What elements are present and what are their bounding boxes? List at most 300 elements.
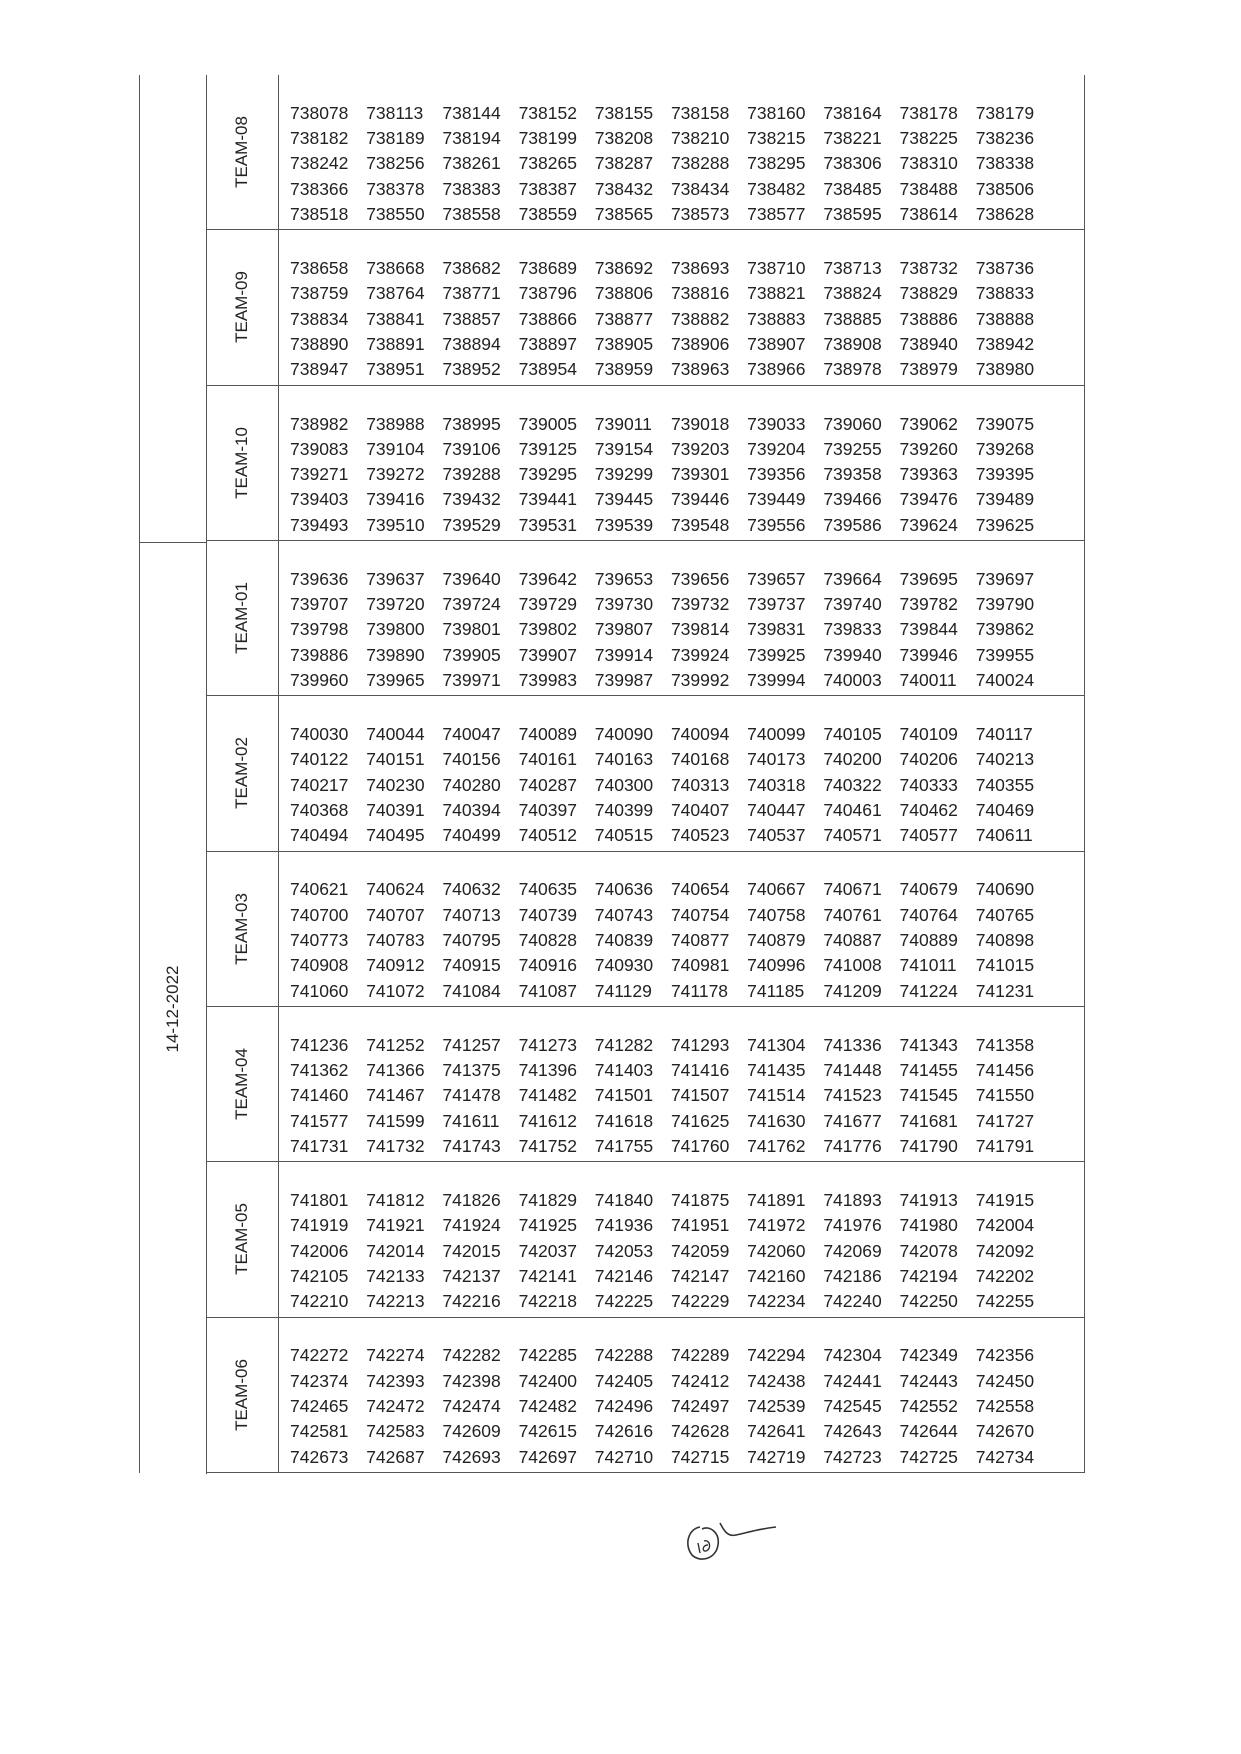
roll-number: 741416 bbox=[670, 1060, 730, 1081]
number-row bbox=[290, 1083, 1085, 1108]
roll-number: 738816 bbox=[670, 283, 730, 304]
roll-number: 742014 bbox=[366, 1240, 425, 1261]
roll-number: 742400 bbox=[518, 1370, 577, 1391]
team-block bbox=[206, 230, 1085, 385]
roll-number: 742349 bbox=[899, 1345, 958, 1366]
roll-number: 739299 bbox=[594, 464, 654, 485]
roll-number: 742288 bbox=[594, 1345, 654, 1366]
roll-number: 738954 bbox=[518, 359, 577, 380]
roll-number: 738940 bbox=[899, 334, 958, 355]
roll-number: 738759 bbox=[290, 283, 349, 304]
roll-number: 739033 bbox=[747, 413, 806, 434]
team-block bbox=[206, 1162, 1085, 1317]
number-row bbox=[290, 1058, 1085, 1083]
roll-number: 740003 bbox=[823, 670, 882, 691]
roll-number: 738485 bbox=[823, 178, 882, 199]
roll-number: 741752 bbox=[518, 1136, 577, 1156]
roll-number: 742160 bbox=[747, 1266, 806, 1287]
roll-number: 741293 bbox=[670, 1034, 730, 1055]
team-block bbox=[206, 852, 1085, 1007]
team-label: TEAM-10 bbox=[232, 426, 251, 499]
roll-number: 740397 bbox=[518, 800, 577, 821]
roll-number: 739987 bbox=[594, 670, 654, 691]
number-row bbox=[290, 722, 1085, 747]
number-row bbox=[290, 592, 1085, 617]
number-row bbox=[290, 567, 1085, 592]
roll-number: 739905 bbox=[442, 644, 501, 665]
roll-number: 739556 bbox=[747, 514, 806, 535]
roll-number: 741762 bbox=[747, 1136, 806, 1156]
roll-number: 742282 bbox=[442, 1345, 501, 1366]
roll-number: 740024 bbox=[975, 670, 1035, 691]
roll-number: 739531 bbox=[518, 514, 577, 535]
roll-number: 739844 bbox=[899, 619, 958, 640]
roll-number: 739697 bbox=[975, 568, 1035, 589]
roll-number: 740743 bbox=[594, 904, 654, 925]
team-block bbox=[206, 386, 1085, 541]
roll-number: 742715 bbox=[670, 1446, 730, 1467]
roll-number: 742272 bbox=[290, 1345, 349, 1366]
roll-number: 738288 bbox=[670, 153, 730, 174]
roll-number: 741913 bbox=[899, 1190, 958, 1211]
roll-number: 741875 bbox=[670, 1190, 730, 1211]
roll-number: 742539 bbox=[747, 1396, 806, 1417]
roll-number: 741478 bbox=[442, 1085, 501, 1106]
roll-number: 740915 bbox=[442, 955, 501, 976]
roll-number: 740122 bbox=[290, 749, 349, 770]
roll-number: 740089 bbox=[518, 724, 577, 745]
roll-number: 738857 bbox=[442, 308, 501, 329]
roll-number: 738959 bbox=[594, 359, 654, 380]
roll-number: 738488 bbox=[899, 178, 958, 199]
roll-number: 739445 bbox=[594, 489, 654, 510]
roll-number: 742697 bbox=[518, 1446, 577, 1467]
roll-number: 740099 bbox=[747, 724, 806, 745]
team-label: TEAM-01 bbox=[232, 582, 251, 655]
roll-number: 739814 bbox=[670, 619, 730, 640]
roll-number: 738952 bbox=[442, 359, 501, 380]
roll-number: 741501 bbox=[594, 1085, 654, 1106]
roll-number: 738907 bbox=[747, 334, 806, 355]
roll-number: 739260 bbox=[899, 438, 958, 459]
roll-number: 740908 bbox=[290, 955, 349, 976]
roll-number: 740499 bbox=[442, 825, 501, 846]
team-cell bbox=[206, 541, 279, 695]
roll-number: 738979 bbox=[899, 359, 958, 380]
roll-number: 740773 bbox=[290, 930, 349, 951]
roll-number: 741790 bbox=[899, 1136, 958, 1156]
roll-number: 739125 bbox=[518, 438, 577, 459]
roll-number: 738078 bbox=[290, 102, 349, 123]
number-row bbox=[290, 177, 1085, 202]
roll-number: 742441 bbox=[823, 1370, 882, 1391]
roll-number: 739005 bbox=[518, 413, 577, 434]
roll-number: 741507 bbox=[670, 1085, 730, 1106]
roll-number: 740161 bbox=[518, 749, 577, 770]
roll-number: 739449 bbox=[747, 489, 806, 510]
number-row bbox=[290, 1033, 1085, 1058]
roll-number: 740011 bbox=[899, 670, 957, 691]
roll-number: 739301 bbox=[670, 464, 730, 485]
roll-number: 741731 bbox=[290, 1136, 349, 1156]
roll-number: 740217 bbox=[290, 774, 349, 795]
roll-number: 742552 bbox=[899, 1396, 958, 1417]
number-row bbox=[290, 437, 1085, 462]
roll-number: 738713 bbox=[823, 258, 882, 279]
roll-number: 738506 bbox=[975, 178, 1035, 199]
roll-number: 742304 bbox=[823, 1345, 882, 1366]
team-label: TEAM-08 bbox=[232, 116, 251, 189]
roll-number: 742289 bbox=[670, 1345, 730, 1366]
roll-number: 739653 bbox=[594, 568, 654, 589]
roll-number: 741252 bbox=[366, 1034, 425, 1055]
roll-number: 738886 bbox=[899, 308, 958, 329]
roll-number: 738888 bbox=[975, 308, 1035, 329]
roll-number: 738573 bbox=[670, 204, 730, 225]
roll-number: 739106 bbox=[442, 438, 501, 459]
number-row bbox=[290, 903, 1085, 928]
roll-number: 739358 bbox=[823, 464, 882, 485]
roll-number: 740635 bbox=[518, 879, 577, 900]
roll-number: 741743 bbox=[442, 1136, 501, 1156]
roll-number: 738824 bbox=[823, 283, 882, 304]
roll-number: 742216 bbox=[442, 1291, 501, 1312]
roll-number: 738144 bbox=[442, 102, 501, 123]
roll-number: 739800 bbox=[366, 619, 425, 640]
roll-number: 740690 bbox=[975, 879, 1035, 900]
roll-number: 742443 bbox=[899, 1370, 958, 1391]
roll-number: 738482 bbox=[747, 178, 806, 199]
roll-number: 740754 bbox=[670, 904, 730, 925]
roll-number: 742053 bbox=[594, 1240, 654, 1261]
roll-number: 738829 bbox=[899, 283, 958, 304]
roll-number: 741455 bbox=[899, 1060, 958, 1081]
roll-number: 739625 bbox=[975, 514, 1035, 535]
number-row bbox=[290, 1289, 1085, 1314]
roll-number: 739642 bbox=[518, 568, 577, 589]
roll-number: 741550 bbox=[975, 1085, 1035, 1106]
roll-number: 742673 bbox=[290, 1446, 349, 1467]
roll-number: 742069 bbox=[823, 1240, 882, 1261]
roll-number: 738882 bbox=[670, 308, 730, 329]
roll-number: 741257 bbox=[442, 1034, 501, 1055]
number-row bbox=[290, 281, 1085, 306]
roll-number: 740117 bbox=[975, 724, 1033, 745]
roll-number: 738689 bbox=[518, 258, 577, 279]
roll-number: 739018 bbox=[670, 413, 730, 434]
roll-number: 741178 bbox=[670, 980, 729, 1001]
roll-number: 740230 bbox=[366, 774, 425, 795]
roll-number: 741829 bbox=[518, 1190, 577, 1211]
roll-numbers bbox=[278, 877, 1085, 1003]
roll-number: 740512 bbox=[518, 825, 577, 846]
roll-number: 741925 bbox=[518, 1215, 577, 1236]
roll-number: 740447 bbox=[747, 800, 806, 821]
roll-number: 740094 bbox=[670, 724, 730, 745]
roll-number: 740707 bbox=[366, 904, 425, 925]
roll-number: 739940 bbox=[823, 644, 882, 665]
team-label: TEAM-09 bbox=[232, 271, 251, 344]
roll-number: 742218 bbox=[518, 1291, 577, 1312]
team-block bbox=[206, 1007, 1085, 1162]
roll-number: 738982 bbox=[290, 413, 349, 434]
roll-number: 738834 bbox=[290, 308, 349, 329]
roll-number: 738295 bbox=[747, 153, 806, 174]
roll-number: 738261 bbox=[442, 153, 501, 174]
roll-number: 739011 bbox=[594, 413, 652, 434]
roll-number: 742497 bbox=[670, 1396, 730, 1417]
number-row bbox=[290, 1188, 1085, 1213]
roll-number: 738155 bbox=[594, 102, 654, 123]
roll-number: 741336 bbox=[823, 1034, 882, 1055]
roll-number: 738242 bbox=[290, 153, 349, 174]
roll-number: 742558 bbox=[975, 1396, 1035, 1417]
roll-number: 741209 bbox=[823, 980, 882, 1001]
roll-number: 740758 bbox=[747, 904, 806, 925]
date-label: 14-12-2022 bbox=[163, 965, 182, 1052]
roll-number: 739729 bbox=[518, 594, 577, 615]
roll-number: 740879 bbox=[747, 930, 806, 951]
roll-number: 742393 bbox=[366, 1370, 425, 1391]
roll-number: 740877 bbox=[670, 930, 730, 951]
roll-number: 738383 bbox=[442, 178, 501, 199]
roll-number: 738890 bbox=[290, 334, 349, 355]
roll-number: 738806 bbox=[594, 283, 654, 304]
roll-number: 739539 bbox=[594, 514, 654, 535]
roll-number: 742693 bbox=[442, 1446, 501, 1467]
number-row bbox=[290, 928, 1085, 953]
roll-number: 739983 bbox=[518, 670, 577, 691]
roll-number: 740322 bbox=[823, 774, 882, 795]
roll-number: 742037 bbox=[518, 1240, 577, 1261]
roll-number: 742398 bbox=[442, 1370, 501, 1391]
roll-number: 739510 bbox=[366, 514, 425, 535]
roll-number: 741924 bbox=[442, 1215, 501, 1236]
roll-number: 741015 bbox=[975, 955, 1035, 976]
roll-number: 739782 bbox=[899, 594, 958, 615]
roll-number: 738951 bbox=[366, 359, 425, 380]
roll-number: 738614 bbox=[899, 204, 958, 225]
roll-number: 740394 bbox=[442, 800, 501, 821]
roll-number: 738306 bbox=[823, 153, 882, 174]
roll-number: 742274 bbox=[366, 1345, 425, 1366]
roll-number: 739740 bbox=[823, 594, 882, 615]
roll-number: 740523 bbox=[670, 825, 730, 846]
number-row bbox=[290, 643, 1085, 668]
roll-number: 740313 bbox=[670, 774, 730, 795]
roll-number: 742250 bbox=[899, 1291, 958, 1312]
roll-number: 742643 bbox=[823, 1421, 882, 1442]
roll-number: 739624 bbox=[899, 514, 958, 535]
roll-number: 738796 bbox=[518, 283, 577, 304]
roll-number: 738189 bbox=[366, 128, 425, 149]
roll-number: 739657 bbox=[747, 568, 806, 589]
number-row bbox=[290, 877, 1085, 902]
number-row bbox=[290, 798, 1085, 823]
team-block bbox=[206, 696, 1085, 851]
roll-number: 742474 bbox=[442, 1396, 501, 1417]
team-cell bbox=[206, 386, 279, 540]
number-row bbox=[290, 126, 1085, 151]
roll-number: 740700 bbox=[290, 904, 349, 925]
roll-number: 740200 bbox=[823, 749, 882, 770]
roll-number: 739062 bbox=[899, 413, 958, 434]
roll-number: 740611 bbox=[975, 825, 1033, 846]
roll-number: 739907 bbox=[518, 644, 577, 665]
roll-number: 741760 bbox=[670, 1136, 730, 1156]
roll-numbers bbox=[278, 567, 1085, 693]
roll-number: 738628 bbox=[975, 204, 1035, 225]
roll-number: 739801 bbox=[442, 619, 501, 640]
roll-number: 742255 bbox=[975, 1291, 1035, 1312]
roll-number: 741448 bbox=[823, 1060, 882, 1081]
roll-number: 738980 bbox=[975, 359, 1035, 380]
roll-number: 738841 bbox=[366, 308, 425, 329]
roll-number: 739914 bbox=[594, 644, 654, 665]
roll-number: 741545 bbox=[899, 1085, 958, 1106]
team-label: TEAM-02 bbox=[232, 737, 251, 810]
roll-number: 739637 bbox=[366, 568, 425, 589]
roll-number: 739295 bbox=[518, 464, 577, 485]
roll-number: 742725 bbox=[899, 1446, 958, 1467]
roll-number: 739529 bbox=[442, 514, 501, 535]
roll-number: 738387 bbox=[518, 178, 577, 199]
team-cell bbox=[206, 696, 279, 850]
roll-number: 739268 bbox=[975, 438, 1035, 459]
roll-number: 742133 bbox=[366, 1266, 425, 1287]
roll-number: 740713 bbox=[442, 904, 501, 925]
roll-number: 742616 bbox=[594, 1421, 654, 1442]
roll-numbers bbox=[278, 1188, 1085, 1314]
roll-number: 741599 bbox=[366, 1110, 425, 1131]
roll-number: 741403 bbox=[594, 1060, 654, 1081]
roll-number: 740981 bbox=[670, 955, 730, 976]
number-row bbox=[290, 747, 1085, 772]
roll-number: 740355 bbox=[975, 774, 1035, 795]
roll-number: 740213 bbox=[975, 749, 1035, 770]
team-label: TEAM-03 bbox=[232, 892, 251, 965]
number-row bbox=[290, 101, 1085, 126]
roll-number: 742641 bbox=[747, 1421, 806, 1442]
roll-number: 742294 bbox=[747, 1345, 806, 1366]
roll-number: 739890 bbox=[366, 644, 425, 665]
roll-number: 739083 bbox=[290, 438, 349, 459]
roll-number: 741456 bbox=[975, 1060, 1035, 1081]
team-label: TEAM-06 bbox=[232, 1358, 251, 1431]
roll-number: 742609 bbox=[442, 1421, 501, 1442]
roll-number: 740156 bbox=[442, 749, 501, 770]
roll-number: 739992 bbox=[670, 670, 730, 691]
number-row bbox=[290, 462, 1085, 487]
roll-number: 738152 bbox=[518, 102, 577, 123]
roll-number: 741677 bbox=[823, 1110, 882, 1131]
roll-number: 741791 bbox=[975, 1136, 1035, 1156]
roll-number: 740654 bbox=[670, 879, 730, 900]
roll-number: 739060 bbox=[823, 413, 882, 434]
roll-number: 738894 bbox=[442, 334, 501, 355]
roll-number: 738732 bbox=[899, 258, 958, 279]
number-row bbox=[290, 953, 1085, 978]
roll-number: 738160 bbox=[747, 102, 806, 123]
roll-number: 738265 bbox=[518, 153, 577, 174]
roll-numbers bbox=[278, 722, 1085, 848]
roll-number: 739798 bbox=[290, 619, 349, 640]
roll-number: 740280 bbox=[442, 774, 501, 795]
roll-number: 738434 bbox=[670, 178, 730, 199]
roll-number: 741755 bbox=[594, 1136, 654, 1156]
roll-number: 742004 bbox=[975, 1215, 1035, 1236]
roll-number: 739476 bbox=[899, 489, 958, 510]
roll-number: 742687 bbox=[366, 1446, 425, 1467]
roll-number: 738158 bbox=[670, 102, 730, 123]
teams-column bbox=[206, 75, 1085, 1473]
roll-number: 742059 bbox=[670, 1240, 730, 1261]
roll-number: 741611 bbox=[442, 1110, 500, 1131]
roll-number: 741625 bbox=[670, 1110, 730, 1131]
roll-numbers bbox=[278, 256, 1085, 382]
team-cell bbox=[206, 230, 279, 384]
number-row bbox=[290, 1369, 1085, 1394]
roll-number: 738764 bbox=[366, 283, 425, 304]
roll-numbers bbox=[278, 1033, 1085, 1159]
roll-number: 738256 bbox=[366, 153, 425, 174]
roll-number: 738225 bbox=[899, 128, 958, 149]
team-cell bbox=[206, 1162, 279, 1316]
roll-number: 739493 bbox=[290, 514, 349, 535]
roll-number: 742412 bbox=[670, 1370, 730, 1391]
roll-number: 741087 bbox=[518, 980, 577, 1001]
roll-number: 740739 bbox=[518, 904, 577, 925]
number-row bbox=[290, 1134, 1085, 1159]
roll-number: 742229 bbox=[670, 1291, 730, 1312]
roll-number: 740577 bbox=[899, 825, 958, 846]
roll-number: 741727 bbox=[975, 1110, 1035, 1131]
roll-number: 738518 bbox=[290, 204, 349, 225]
roll-number: 738378 bbox=[366, 178, 425, 199]
roll-number: 739432 bbox=[442, 489, 501, 510]
roll-number: 741060 bbox=[290, 980, 349, 1001]
roll-number: 740887 bbox=[823, 930, 882, 951]
roll-number: 740462 bbox=[899, 800, 958, 821]
roll-number: 742186 bbox=[823, 1266, 882, 1287]
roll-number: 739831 bbox=[747, 619, 806, 640]
roll-number: 740679 bbox=[899, 879, 958, 900]
roll-number: 741681 bbox=[899, 1110, 958, 1131]
roll-number: 741972 bbox=[747, 1215, 806, 1236]
roll-number: 742210 bbox=[290, 1291, 349, 1312]
roll-number: 741801 bbox=[290, 1190, 349, 1211]
roll-number: 739730 bbox=[594, 594, 654, 615]
roll-number: 738558 bbox=[442, 204, 501, 225]
roll-number: 740916 bbox=[518, 955, 577, 976]
roll-number: 739720 bbox=[366, 594, 425, 615]
roll-number: 741951 bbox=[670, 1215, 730, 1236]
roll-number: 739946 bbox=[899, 644, 958, 665]
roll-number: 741129 bbox=[594, 980, 652, 1001]
number-row bbox=[290, 307, 1085, 332]
roll-number: 738565 bbox=[594, 204, 654, 225]
roll-number: 739356 bbox=[747, 464, 806, 485]
signature-mark bbox=[680, 1505, 790, 1565]
roll-number: 740537 bbox=[747, 825, 806, 846]
roll-number: 738550 bbox=[366, 204, 425, 225]
roll-number: 741893 bbox=[823, 1190, 882, 1211]
number-row bbox=[290, 1239, 1085, 1264]
roll-number: 740839 bbox=[594, 930, 654, 951]
roll-number: 741618 bbox=[594, 1110, 654, 1131]
roll-number: 740930 bbox=[594, 955, 654, 976]
roll-number: 739271 bbox=[290, 464, 349, 485]
